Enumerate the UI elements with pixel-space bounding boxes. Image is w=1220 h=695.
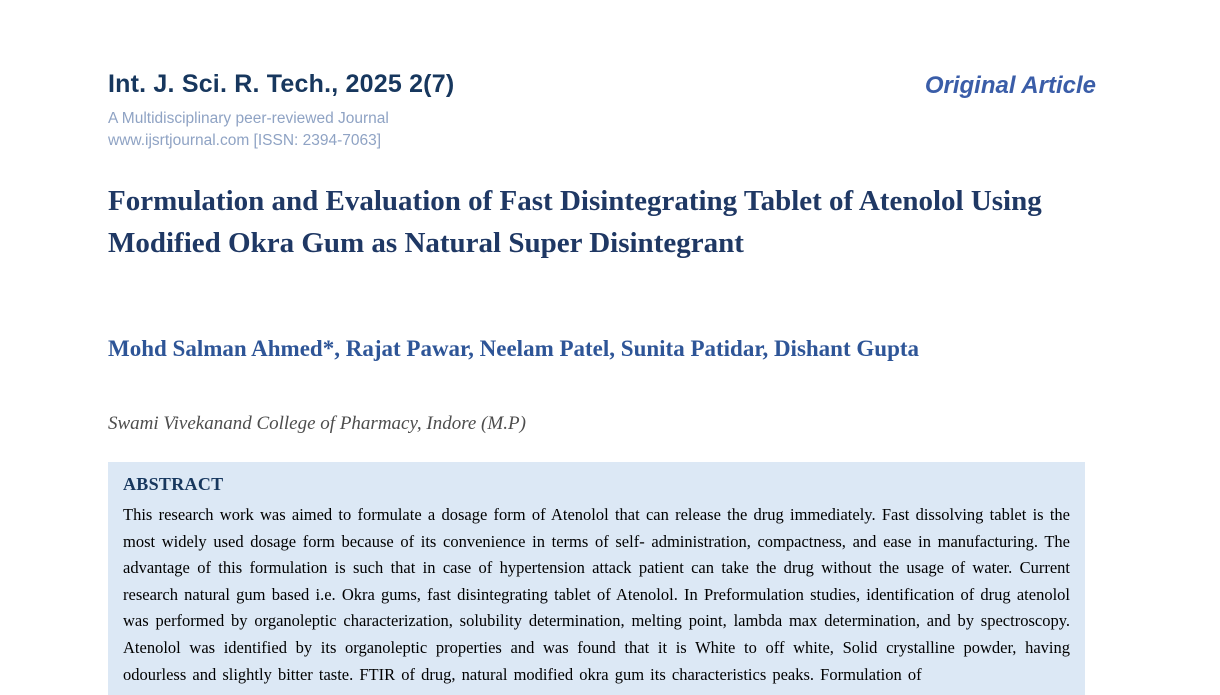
journal-masthead [108,70,454,152]
affiliation-line: Swami Vivekanand College of Pharmacy, Indore (M.P) [108,413,526,434]
page-header [108,70,1096,152]
abstract-section [108,462,1085,695]
abstract-heading: ABSTRACT [123,474,224,494]
paper-title: Formulation and Evaluation of Fast Disintegrating Tablet of Atenolol Using Modified Okra Gum as Natural Super Disintegrant [108,185,1042,259]
journal-subtitle: A Multidisciplinary peer-reviewed Journal [108,110,389,127]
article-type-label: Original Article [924,72,1096,99]
authors-line: Mohd Salman Ahmed*, Rajat Pawar, Neelam Patel, Sunita Patidar, Dishant Gupta [108,336,920,361]
journal-website-issn: www.ijsrtjournal.com [ISSN: 2394-7063] [108,132,382,149]
journal-name: Int. J. Sci. R. Tech., 2025 2(7) [108,70,455,98]
abstract-body: This research work was aimed to formulate a dosage form of Atenolol that can release the drug immediately. Fast dissolving tablet is the most widely used dosage form because of its convenience in terms of self- administration, compactness, and ease in manufacturing. The advantage of this formulation is such that in case of hypertension attack patient can take the drug without the usage of water. Current research natural gum based i.e. Okra gums, fast disintegrating tablet of Atenolol. In Preformulation studies, identification of drug atenolol was performed by organoleptic characterization, solubility determination, melting point, lambda max determination, and by spectroscopy. Atenolol was identified by its organoleptic properties and was found that it is White to off white, Solid crystalline powder, having odourless and slightly bitter taste. FTIR of drug, natural modified okra gum its characteristics peaks. Formulation of [123,505,1070,684]
